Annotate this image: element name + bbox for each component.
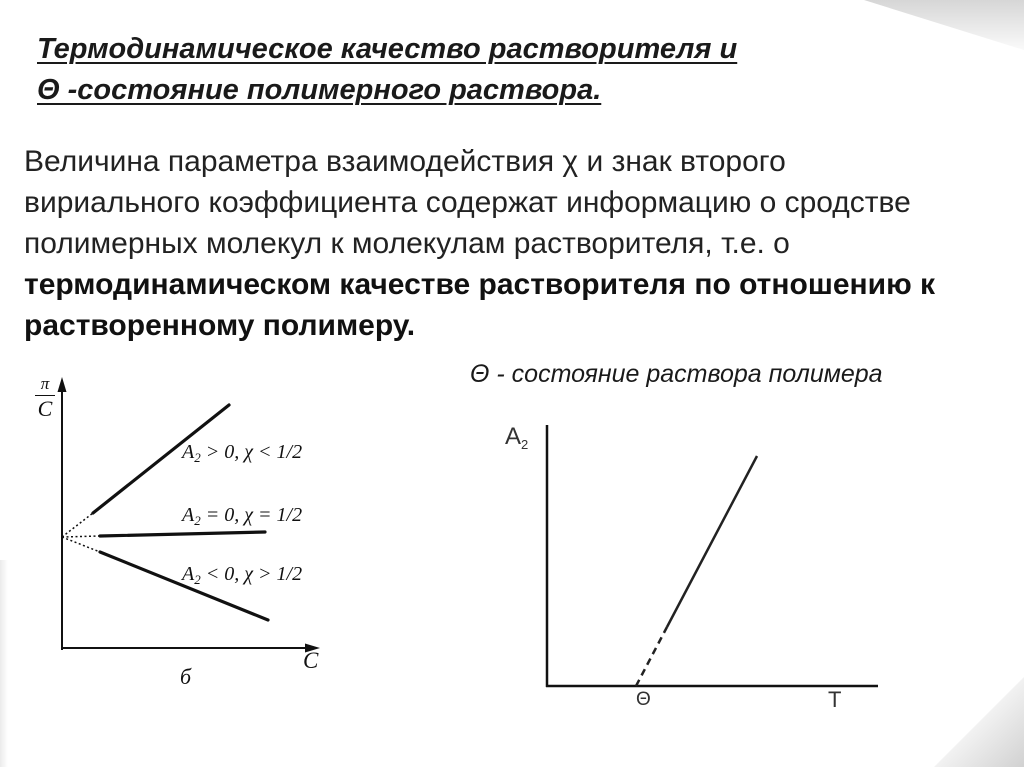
- curve-label-subscript: 2: [194, 572, 201, 587]
- a2-vs-t-line: [667, 456, 757, 627]
- curve-label-symbol: A: [182, 504, 195, 526]
- theta-plot: [546, 425, 878, 687]
- curve-label-condition: < 0, χ > 1/2: [205, 563, 303, 585]
- curve-label-subscript: 2: [194, 513, 201, 528]
- theta-plot-title: Θ - состояние раствора полимера: [470, 360, 883, 388]
- osmotic-y-axis-label: [35, 373, 55, 422]
- curve-label-subscript: 2: [194, 450, 201, 465]
- y-label-numerator: π: [35, 373, 55, 396]
- osmotic-y-axis-arrow: [58, 377, 67, 392]
- curve-label-symbol: A: [182, 563, 195, 585]
- a2-subscript: 2: [521, 437, 529, 452]
- a2-symbol: A: [505, 423, 522, 450]
- curve-negative-a2-extrapolation: [62, 537, 100, 552]
- theta-y-axis-label: [505, 423, 528, 454]
- y-label-denominator: C: [37, 396, 53, 421]
- body-text-line: Величина параметра взаимодействия χ и знак второго: [24, 145, 786, 178]
- curve-positive-a2-extrapolation: [62, 513, 93, 537]
- theta-x-marker: Θ: [636, 689, 651, 710]
- curve-label-positive-a2: [182, 440, 302, 466]
- curve-label-zero-a2: [182, 503, 302, 529]
- slide-title-line-1: Термодинамическое качество растворителя и: [37, 33, 738, 65]
- osmotic-x-axis-label: C: [303, 648, 319, 673]
- body-text-line: полимерных молекул к молекулам растворителя, т.е. о: [24, 227, 790, 260]
- curve-zero-a2: [100, 532, 265, 536]
- body-emphasis-line: термодинамическом качестве растворителя по отношению к: [24, 268, 936, 301]
- curve-label-condition: > 0, χ < 1/2: [205, 441, 303, 463]
- curve-label-negative-a2: [182, 562, 302, 588]
- a2-vs-t-extrapolation: [636, 627, 667, 686]
- curve-label-condition: = 0, χ = 1/2: [205, 504, 303, 526]
- curve-label-symbol: A: [182, 441, 195, 463]
- body-text-line: вириального коэффициента содержат информацию о сродстве: [24, 186, 911, 219]
- slide-title-line-2: Θ -состояние полимерного раствора.: [37, 74, 602, 106]
- osmotic-plot-caption: б: [180, 664, 192, 689]
- theta-x-axis-label: T: [828, 687, 842, 712]
- curve-zero-a2-extrapolation: [62, 536, 100, 537]
- body-emphasis-line: растворенному полимеру.: [24, 309, 416, 342]
